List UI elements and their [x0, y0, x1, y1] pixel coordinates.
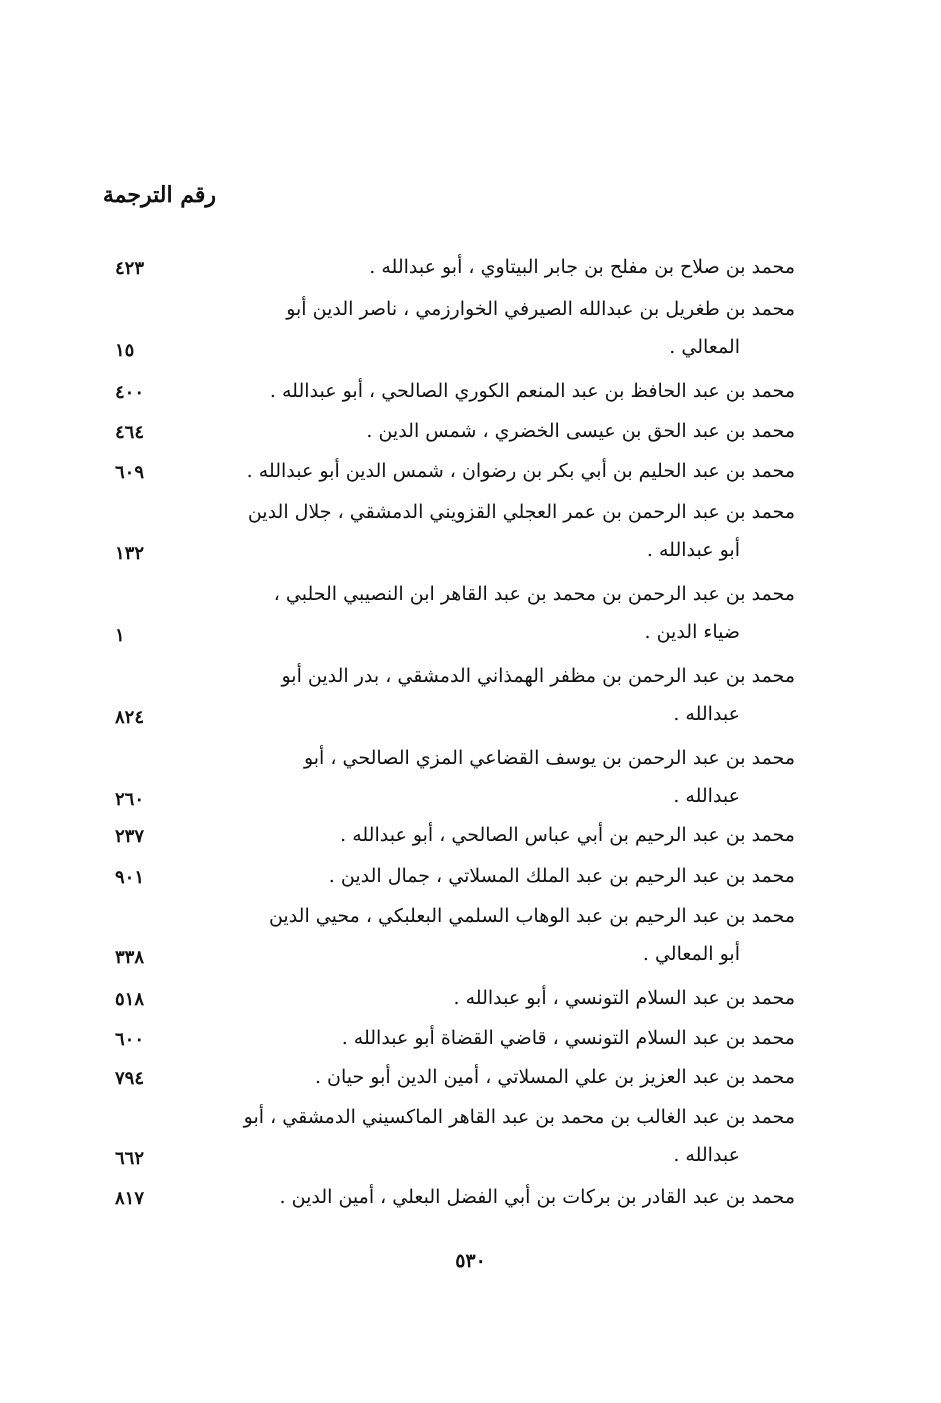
entry-number: ٦٠٠ — [115, 1029, 145, 1050]
entry-row — [100, 248, 795, 286]
entry-number: ٢٣٧ — [115, 826, 145, 847]
entry-number: ١٣٢ — [115, 543, 145, 564]
entry-text — [175, 1019, 795, 1057]
entry-number: ١ — [115, 625, 125, 646]
entry-name: محمد بن صلاح بن مفلح بن جابر البيتاوي ، أبو عبدالله . — [369, 256, 795, 278]
entry-text — [175, 739, 795, 815]
entry-row — [100, 452, 795, 490]
entry-row — [100, 857, 795, 895]
entry-continuation: عبدالله . — [673, 703, 740, 725]
entry-name: محمد بن عبد الرحيم بن أبي عباس الصالحي ، أبو عبدالله . — [340, 824, 795, 846]
entry-name: محمد بن عبد العزيز بن علي المسلاتي ، أمين الدين أبو حيان . — [314, 1066, 795, 1088]
entry-number: ٥١٨ — [115, 989, 145, 1010]
entry-row — [100, 372, 795, 410]
entry-text — [175, 372, 795, 410]
entry-text — [175, 897, 795, 973]
entry-name: محمد بن عبد الرحمن بن محمد بن عبد القاهر ابن النصيبي الحلبي ، — [273, 583, 795, 605]
entry-text — [175, 575, 795, 651]
entry-number: ٤٦٤ — [115, 422, 145, 443]
entry-row — [100, 575, 795, 651]
entry-number: ٨١٧ — [115, 1188, 145, 1209]
entry-continuation: عبدالله . — [673, 1144, 740, 1166]
entry-row — [100, 657, 795, 733]
entry-name: محمد بن عبد الحافظ بن عبد المنعم الكوري الصالحي ، أبو عبدالله . — [269, 380, 795, 402]
entry-name: محمد بن عبد الرحيم بن عبد الوهاب السلمي البعلبكي ، محيي الدين — [268, 905, 795, 927]
entry-row — [100, 1178, 795, 1216]
page-number: ٥٣٠ — [455, 1250, 486, 1272]
entry-row — [100, 897, 795, 973]
entry-name: محمد بن عبد السلام التونسي ، أبو عبدالله . — [453, 987, 795, 1009]
entry-row — [100, 1098, 795, 1174]
entry-number: ٣٣٨ — [115, 947, 145, 968]
entry-text — [175, 452, 795, 490]
entry-name: محمد بن عبد الحليم بن أبي بكر بن رضوان ، شمس الدين أبو عبدالله . — [246, 460, 795, 482]
entry-text — [175, 1058, 795, 1096]
entry-number: ٤٢٣ — [115, 258, 145, 279]
entry-number: ٦٦٢ — [115, 1148, 145, 1169]
entry-continuation: ضياء الدين . — [644, 621, 740, 643]
entry-number: ٢٦٠ — [115, 789, 145, 810]
entry-row — [100, 1019, 795, 1057]
entry-continuation: أبو عبدالله . — [646, 539, 740, 561]
entry-number: ٧٩٤ — [115, 1068, 145, 1089]
entry-number: ٨٢٤ — [115, 707, 145, 728]
entry-text — [175, 248, 795, 286]
entry-name: محمد بن عبد الغالب بن محمد بن عبد القاهر الماكسيني الدمشقي ، أبو — [243, 1106, 795, 1128]
entry-continuation: المعالي . — [669, 336, 740, 358]
entry-name: محمد بن عبد السلام التونسي ، قاضي القضاة أبو عبدالله . — [341, 1027, 795, 1049]
entry-number: ٩٠١ — [115, 867, 145, 888]
entry-row — [100, 412, 795, 450]
entry-continuation: عبدالله . — [673, 785, 740, 807]
entry-name: محمد بن طغريل بن عبدالله الصيرفي الخوارزمي ، ناصر الدين أبو — [286, 298, 795, 320]
entry-row — [100, 493, 795, 569]
entry-row — [100, 290, 795, 366]
entry-name: محمد بن عبد الرحمن بن يوسف القضاعي المزي الصالحي ، أبو — [303, 747, 795, 769]
entry-row — [100, 979, 795, 1017]
entry-row — [100, 816, 795, 854]
entry-text — [175, 857, 795, 895]
entry-text — [175, 657, 795, 733]
entry-text — [175, 290, 795, 366]
entry-row — [100, 1058, 795, 1096]
entry-text — [175, 979, 795, 1017]
entry-text — [175, 816, 795, 854]
entry-text — [175, 1178, 795, 1216]
entry-name: محمد بن عبد الرحمن بن عمر العجلي القزويني الدمشقي ، جلال الدين — [247, 501, 795, 523]
entry-text — [175, 1098, 795, 1174]
entry-name: محمد بن عبد الحق بن عيسى الخضري ، شمس الدين . — [366, 420, 795, 442]
entry-text — [175, 412, 795, 450]
entry-name: محمد بن عبد الرحمن بن مظفر الهمذاني الدمشقي ، بدر الدين أبو — [281, 665, 795, 687]
entry-continuation: أبو المعالي . — [642, 943, 740, 965]
entry-number: ٤٠٠ — [115, 382, 145, 403]
column-header: رقم الترجمة — [102, 182, 216, 208]
entry-row — [100, 739, 795, 815]
entry-number: ١٥ — [115, 340, 135, 361]
entry-name: محمد بن عبد القادر بن بركات بن أبي الفضل البعلي ، أمين الدين . — [279, 1186, 795, 1208]
entry-name: محمد بن عبد الرحيم بن عبد الملك المسلاتي ، جمال الدين . — [328, 865, 795, 887]
entry-number: ٦٠٩ — [115, 462, 145, 483]
entry-text — [175, 493, 795, 569]
